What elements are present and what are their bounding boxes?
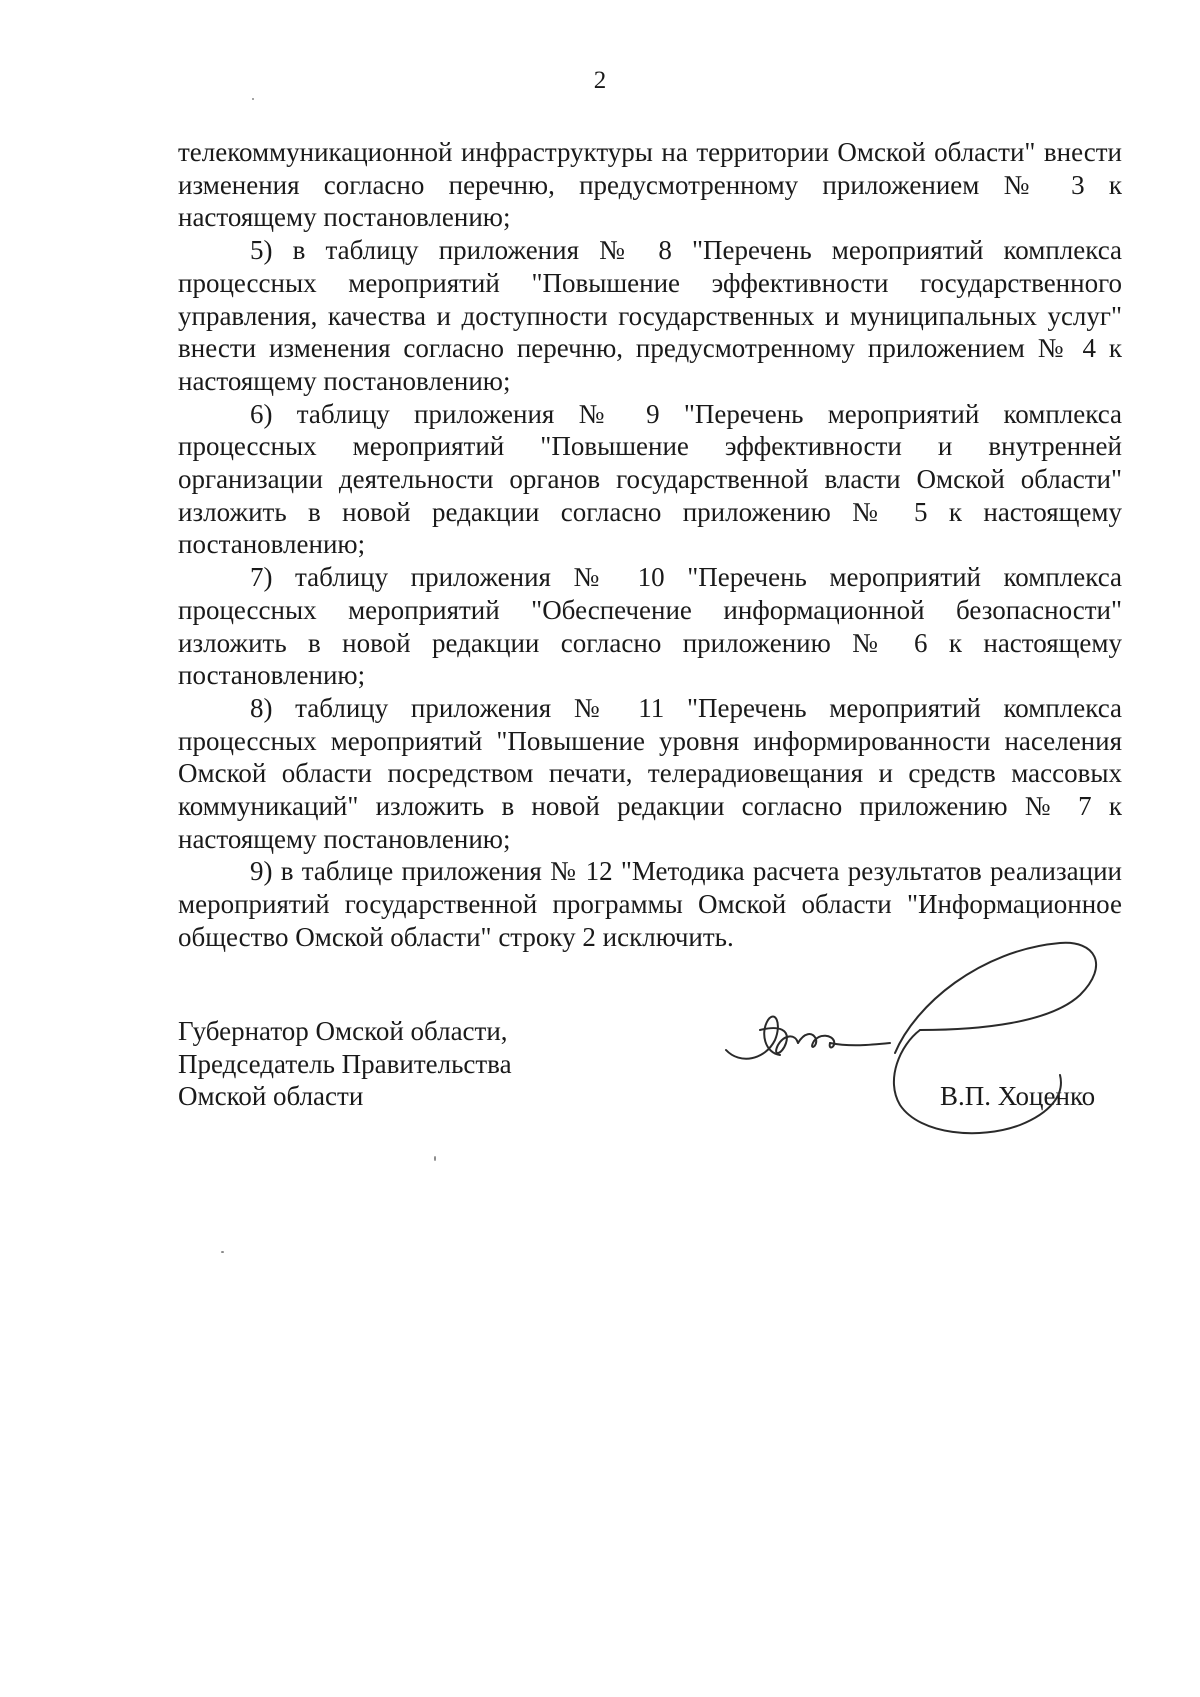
scan-speck	[221, 1251, 224, 1253]
handwritten-signature	[720, 935, 1120, 1160]
signer-title-line: Председатель Правительства	[178, 1048, 512, 1079]
signer-title	[178, 1015, 512, 1113]
signer-title-line: Губернатор Омской области,	[178, 1016, 508, 1046]
paragraph-item-9: 9) в таблице приложения № 12 "Методика расчета результатов реализации мероприятий государственной программы Омской области "Информационное общество Омской области" строку 2 исключить.	[178, 856, 1122, 952]
signer-name: В.П. Хоценко	[940, 1081, 1096, 1111]
document-body	[178, 136, 1122, 954]
paragraph-item-8: 8) таблицу приложения № 11 "Перечень мероприятий комплекса процессных мероприятий "Повышение уровня информированности населения Омской области посредством печати, телерадиовещания и средств массовых коммуникаций" изложить в новой редакции согласно приложению № 7 к настоящему постановлению;	[178, 692, 1122, 854]
paragraph-continuation: телекоммуникационной инфраструктуры на территории Омской области" внести изменения согласно перечню, предусмотренному приложением № 3 к настоящему постановлению;	[178, 137, 1122, 233]
scan-speck	[434, 1156, 436, 1161]
paragraph-item-5: 5) в таблицу приложения № 8 "Перечень мероприятий комплекса процессных мероприятий "Повышение эффективности государственного управления, качества и доступности государственных и муниципальных услуг" внести изменения согласно перечню, предусмотренному приложением № 4 к настоящему постановлению;	[178, 235, 1122, 396]
page-number: 2	[593, 67, 607, 94]
scan-speck	[252, 98, 254, 100]
paragraph-item-7: 7) таблицу приложения № 10 "Перечень мероприятий комплекса процессных мероприятий "Обеспечение информационной безопасности" изложить в новой редакции согласно приложению № 6 к настоящему постановлению;	[178, 562, 1122, 691]
paragraph-item-6: 6) таблицу приложения № 9 "Перечень мероприятий комплекса процессных мероприятий "Повышение эффективности и внутренней организации деятельности органов государственной власти Омской области" изложить в новой редакции согласно приложению № 5 к настоящему постановлению;	[178, 398, 1122, 560]
signer-title-line: Омской области	[178, 1081, 364, 1112]
